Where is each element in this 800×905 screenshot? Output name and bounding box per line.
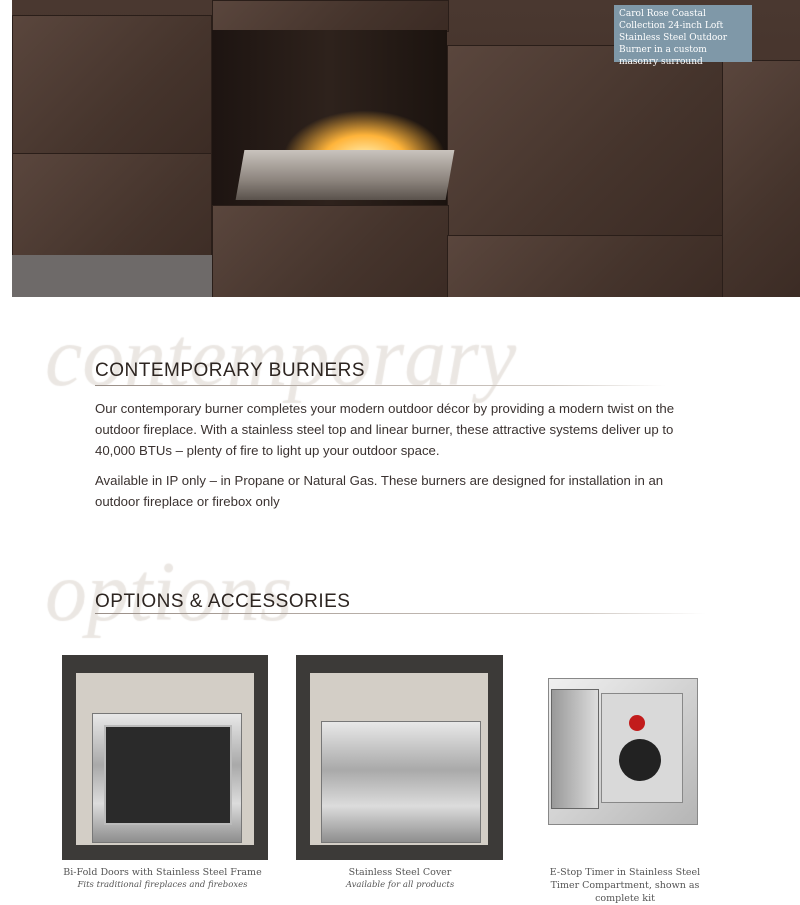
product-caption (535, 866, 715, 905)
masonry-block (447, 235, 724, 297)
product-name: Stainless Steel Cover (348, 867, 452, 878)
rug (12, 255, 212, 297)
product-name: E-Stop Timer in Stainless Steel Timer Compartment, shown as complete kit (549, 867, 701, 904)
masonry-block (212, 0, 449, 32)
product-note: Available for all products (345, 880, 455, 890)
product-image-estop-timer (548, 678, 698, 825)
product-caption (45, 866, 280, 892)
photo-caption: Carol Rose Coastal Collection 24-inch Loft Stainless Steel Outdoor Burner in a custom masonry surround (614, 5, 752, 62)
product-note: Fits traditional fireplaces and fireboxes (77, 880, 248, 890)
masonry-block (447, 45, 724, 237)
paragraph: Our contemporary burner completes your modern outdoor décor by providing a modern twist on the outdoor fireplace. With a stainless steel top and linear burner, these attractive systems deliver up to 40,000 BTUs – plenty of fire to light up your outdoor space. (95, 401, 675, 458)
divider (95, 613, 705, 614)
product-name: Bi-Fold Doors with Stainless Steel Frame (63, 867, 262, 878)
product-image-steel-cover (296, 655, 503, 860)
masonry-block (212, 205, 449, 297)
masonry-block (722, 60, 800, 297)
section-title-contemporary: CONTEMPORARY BURNERS (95, 360, 366, 381)
section-title-options: OPTIONS & ACCESSORIES (95, 591, 351, 612)
product-image-bifold-doors (62, 655, 268, 860)
divider (95, 385, 665, 386)
paragraph: Available in IP only – in Propane or Natural Gas. These burners are designed for installation in an outdoor fireplace or firebox only (95, 473, 664, 509)
product-caption (287, 866, 513, 892)
burner-tray (236, 150, 455, 200)
masonry-block (12, 15, 212, 167)
